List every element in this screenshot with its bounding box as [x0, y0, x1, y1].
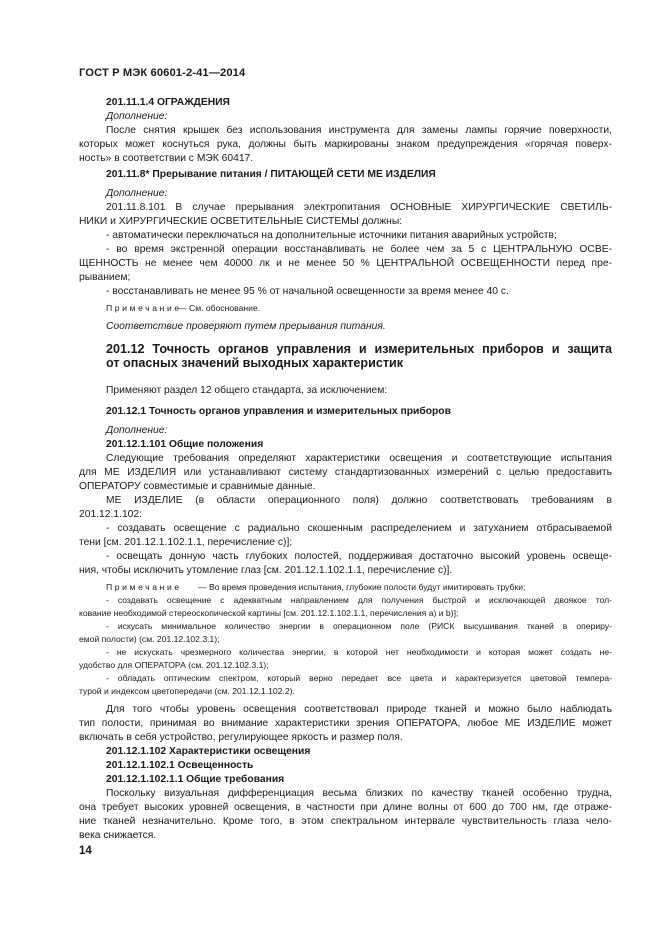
text-line-content: МЕ ИЗДЕЛИЕ (в области операционного поля) должно соответствовать требованиям в	[106, 495, 612, 506]
text-line	[0, 356, 661, 370]
text-line-content: - не искускать чрезмерного количества энергии, в которой нет необходимости и которая может создать не-	[106, 647, 612, 657]
text-line	[0, 152, 661, 166]
text-line	[0, 536, 661, 550]
text-line-content: Примечание	[106, 582, 182, 592]
text-line	[0, 550, 661, 564]
page-number: 14	[79, 845, 92, 857]
text-line	[0, 717, 661, 731]
text-line	[0, 522, 661, 536]
text-line	[0, 187, 661, 201]
text-line	[0, 787, 661, 801]
text-line-content: Дополнение:	[106, 425, 168, 436]
text-line-content: Применяют раздел 12 общего стандарта, за исключением:	[106, 385, 388, 396]
text-line	[0, 759, 661, 773]
text-line	[0, 124, 661, 138]
text-line	[0, 452, 661, 466]
text-line	[0, 138, 661, 152]
text-line-content: ОПЕРАТОРУ совместимые и сравнимые данные.	[79, 481, 316, 492]
text-line	[0, 424, 661, 438]
text-line-content: ние тканей незначительно. Кроме того, в этом спектральном интервале чувствительность глаза чело-	[79, 816, 612, 827]
text-line	[0, 229, 661, 243]
text-line	[0, 96, 661, 110]
text-line	[0, 384, 661, 398]
text-line	[0, 745, 661, 759]
text-line	[0, 593, 661, 607]
text-line	[0, 580, 661, 594]
text-line-content: Соответствие проверяют путем прерывания питания.	[106, 321, 386, 332]
text-line-content: 201.11.8.101 В случае прерывания электропитания ОСНОВНЫЕ ХИРУРГИЧЕСКИЕ СВЕТИЛЬ-	[106, 202, 612, 213]
text-line-content: - во время экстренной операции восстанавливать не более чем за 5 с ЦЕНТРАЛЬНУЮ ОСВЕ-	[106, 244, 612, 255]
text-line-content: Для того чтобы уровень освещения соответствовал природе тканей и можно было наблюдать	[106, 704, 612, 715]
text-line	[0, 632, 661, 646]
text-line-content: она требует высоких уровней освещения, в частности при длине волны от 600 до 700 нм, где отраже-	[79, 802, 612, 813]
document-header: ГОСТ Р МЭК 60601-2-41—2014	[79, 67, 246, 79]
note-text: — См. обоснование.	[178, 303, 261, 313]
text-line-content: удобство для ОПЕРАТОРА (см. 201.12.102.3.1);	[79, 660, 269, 670]
text-line	[0, 466, 661, 480]
text-line	[0, 658, 661, 672]
text-line-content: - восстанавливать не менее 95 % от начальной освещенности за время менее 40 с.	[106, 286, 509, 297]
text-line-content: Примечание	[106, 303, 182, 313]
text-line-content: Дополнение:	[106, 188, 168, 199]
text-line	[0, 320, 661, 334]
text-line-content: 201.12.1.102:	[79, 509, 142, 520]
text-line	[0, 271, 661, 285]
text-line	[0, 215, 661, 229]
text-line	[0, 731, 661, 745]
text-line	[0, 494, 661, 508]
text-line-content: емой полости) (см. 201.12.102.3.1);	[79, 634, 220, 644]
text-line	[0, 684, 661, 698]
text-line-content: - обладать оптическим спектром, который верно передает все цвета и характеризуется цветовой темпера-	[106, 673, 612, 683]
text-line	[0, 285, 661, 299]
text-line	[0, 606, 661, 620]
text-line-content: - автоматически переключаться на дополнительные источники питания аварийных устройств;	[106, 230, 557, 241]
text-line-content: века снижается.	[79, 830, 157, 841]
text-line-content: рыванием;	[79, 272, 131, 283]
text-line-content: ЩЕННОСТЬ не менее чем 40000 лк и не менее 50 % ЦЕНТРАЛЬНОЙ ОСВЕЩЕННОСТИ перед пре-	[79, 258, 612, 269]
text-line	[0, 508, 661, 522]
text-line	[0, 645, 661, 659]
text-line-content: от опасных значений выходных характеристик	[106, 356, 404, 370]
text-line	[0, 564, 661, 578]
text-line-content: Поскольку визуальная дифференциация весьма близких по качеству тканей особенно трудна,	[106, 788, 612, 799]
text-line	[0, 480, 661, 494]
text-line-content: турой и индексом цветопередачи (см. 201.12.1.102.2).	[79, 686, 295, 696]
text-line-content: 201.12 Точность органов управления и измерительных приборов и защита	[106, 342, 612, 356]
text-line-content: - создавать освещение с радиально скошенным распределением и затуханием отбрасываемой	[106, 523, 612, 534]
text-line-content: тени [см. 201.12.1.102.1.1, перечисление с)];	[79, 537, 293, 548]
text-line-content: для МЕ ИЗДЕЛИЯ или устанавливают систему стандартизованных измерений с целью предоставить	[79, 467, 612, 478]
text-line-content: 201.12.1.102.1 Освещенность	[106, 760, 254, 771]
text-line-content: 201.12.1.102.1.1 Общие требования	[106, 774, 285, 785]
text-line-content: ность» в соответствии с МЭК 60417.	[79, 153, 254, 164]
text-line-content: Дополнение:	[106, 111, 168, 122]
text-line	[0, 438, 661, 452]
text-line-content: - создавать освещение с адекватным направлением для получения быстрой и исключающей двоякое тол-	[106, 595, 612, 605]
text-line-content: кование необходимой стереоскопической картины [см. 201.12.1.102.1.1, перечисления а) и b)];	[79, 608, 459, 618]
text-line-content: которых может коснуться рука, должны быть маркированы знаком предупреждения «горячая поверх-	[79, 139, 612, 150]
text-line	[0, 815, 661, 829]
note-text: — Во время проведения испытания, глубокие полости будут имитировать трубки;	[198, 582, 526, 592]
text-line-content: НИКИ и ХИРУРГИЧЕСКИЕ ОСВЕТИТЕЛЬНЫЕ СИСТЕМЫ должны:	[79, 216, 403, 227]
text-line-content: 201.12.1.102 Характеристики освещения	[106, 746, 311, 757]
text-line	[0, 829, 661, 843]
text-line-content: 201.12.1.101 Общие положения	[106, 439, 264, 450]
text-line	[0, 405, 661, 419]
text-line-content: После снятия крышек без использования инструмента для замены лампы горячие поверхности,	[106, 125, 612, 136]
text-line	[0, 773, 661, 787]
text-line	[0, 619, 661, 633]
text-line-content: - освещать донную часть глубоких полостей, поддерживая достаточно высокий уровень освеще-	[106, 551, 612, 562]
text-line-content: 201.11.1.4 ОГРАЖДЕНИЯ	[106, 97, 230, 108]
text-line-content: тип полости, принимая во внимание характеристики зрения ОПЕРАТОРА, любое МЕ ИЗДЕЛИЕ может	[79, 718, 612, 729]
text-line	[0, 110, 661, 124]
text-line	[0, 201, 661, 215]
text-line-content: 201.11.8* Прерывание питания / ПИТАЮЩЕЙ СЕТИ МЕ ИЗДЕЛИЯ	[106, 169, 436, 180]
text-line-content: включать в себя устройство, регулирующее яркость и размер поля.	[79, 732, 403, 743]
text-line	[0, 703, 661, 717]
text-line	[0, 243, 661, 257]
text-line-content: 201.12.1 Точность органов управления и измерительных приборов	[106, 406, 451, 417]
text-line-content: Следующие требования определяют характеристики освещения и соответствующие испытания	[106, 453, 612, 464]
text-line	[0, 257, 661, 271]
text-line	[0, 342, 661, 356]
text-line	[0, 801, 661, 815]
text-line	[0, 168, 661, 182]
text-line	[0, 671, 661, 685]
text-line	[0, 301, 661, 315]
text-line-content: ния, чтобы исключить утомление глаз [см. 201.12.1.102.1.1, перечисление с)].	[79, 565, 453, 576]
text-line-content: - искусать минимальное количество энергии в операционном поле (РИСК высушивания тканей в опериру-	[106, 621, 612, 631]
